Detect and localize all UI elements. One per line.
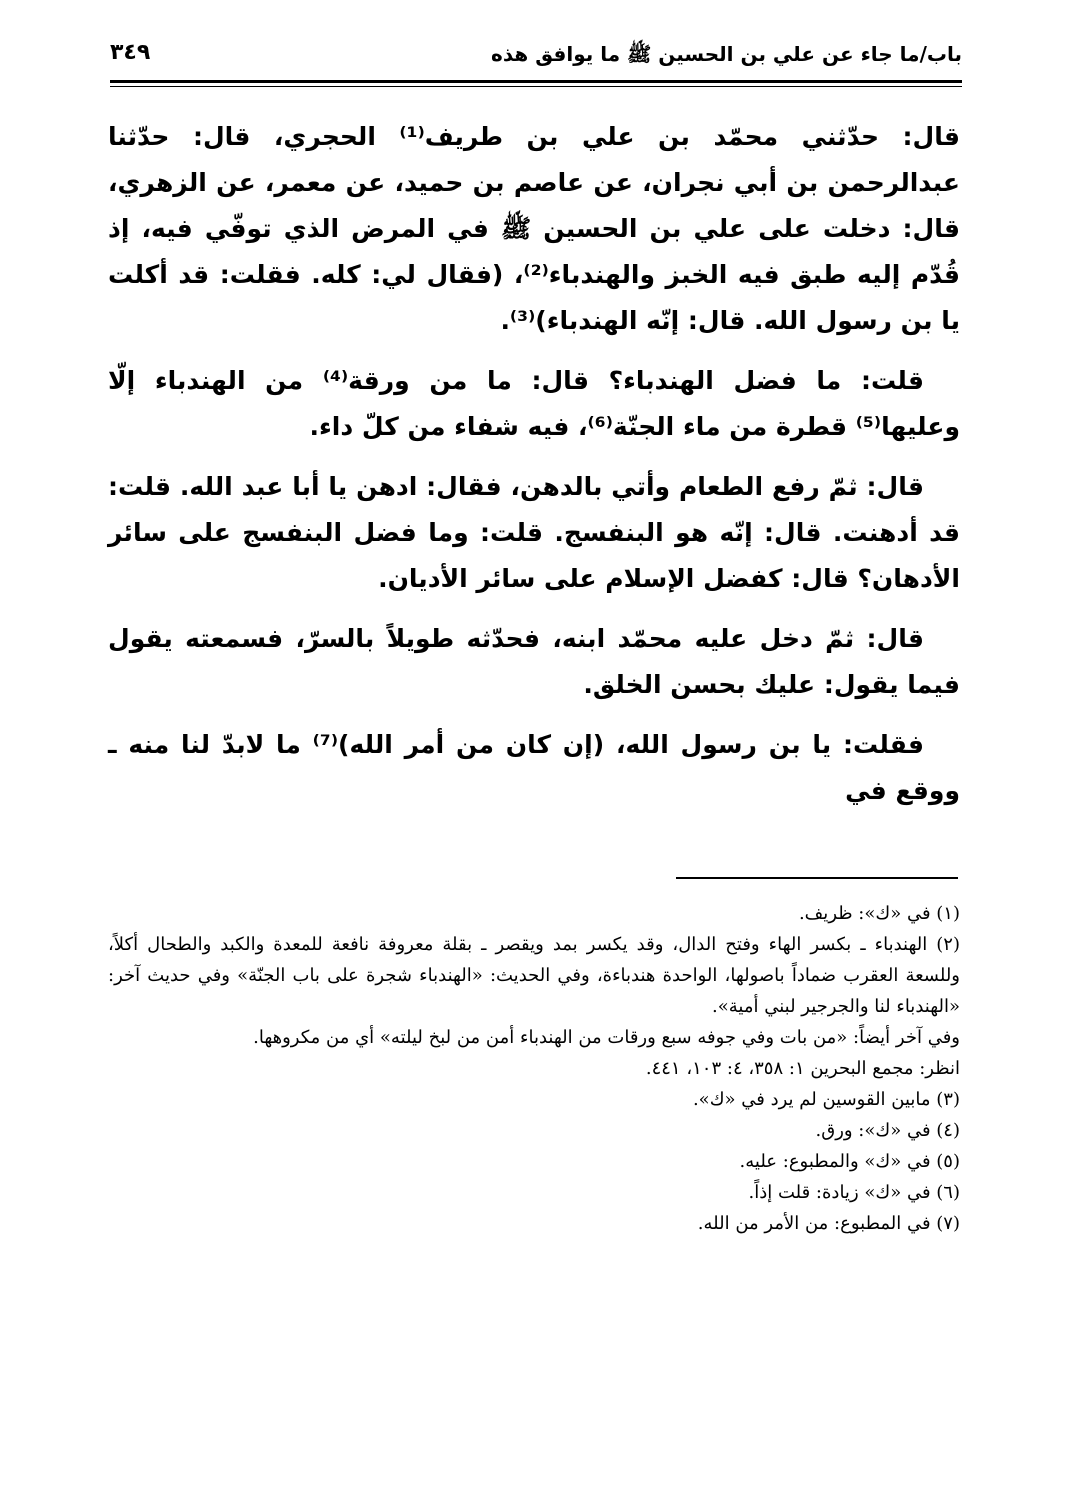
header-title: باب/ما جاء عن علي بن الحسين ﷺ ما يوافق هذه: [491, 42, 962, 66]
page-number: ٣٤٩: [110, 40, 151, 65]
paragraph-4: قال: ثمّ دخل عليه محمّد ابنه، فحدّثه طويلاً بالسرّ، فسمعته يقول فيما يقول: عليك بحسن الخلق.: [108, 624, 960, 699]
header-rule-thin: [110, 86, 962, 87]
paragraph-3: قال: ثمّ رفع الطعام وأتي بالدهن، فقال: ادهن يا أبا عبد الله. قلت: قد أدهنت. قال: إنّه هو البنفسج. قلت: وما فضل البنفسج على سائر الأدهان؟ قال: كفضل الإسلام على سائر الأديان.: [108, 472, 960, 593]
footnotes: [108, 898, 960, 1239]
footnote-separator: [676, 877, 958, 879]
footnote-2-continued: وفي آخر أيضاً: «من بات وفي جوفه سبع ورقات من الهندباء أمن من لبخ ليلته» أي من مكروهها.: [253, 1027, 960, 1048]
footnote-7: (٧) في المطبوع: من الأمر من الله.: [697, 1213, 960, 1234]
footnote-6: (٦) في «ك» زيادة: قلت إذاً.: [748, 1182, 960, 1203]
footnote-4: (٤) في «ك»: ورق.: [815, 1120, 960, 1141]
footnote-2-reference: انظر: مجمع البحرين ١: ٣٥٨، ٤: ١٠٣، ٤٤١.: [645, 1058, 960, 1079]
main-text: [108, 114, 960, 828]
footnote-5: (٥) في «ك» والمطبوع: عليه.: [739, 1151, 960, 1172]
running-header: [110, 40, 962, 76]
footnote-3: (٣) مابين القوسين لم يرد في «ك».: [692, 1089, 960, 1110]
footnote-1: (١) في «ك»: ظريف.: [798, 903, 960, 924]
paragraph-5: فقلت: يا بن رسول الله، (إن كان من أمر الله)⁽⁷⁾ ما لابدّ لنا منه ـ ووقع في: [108, 730, 960, 805]
footnote-2: (٢) الهندباء ـ بكسر الهاء وفتح الدال، وقد يكسر بمد ويقصر ـ بقلة معروفة نافعة للمعدة والكبد والطحال أكلاً، وللسعة العقرب ضماداً باصولها، الواحدة هندباءة، وفي الحديث: «الهندباء شجرة على باب الجنّة» وفي حديث آخر: «الهندباء لنا والجرجير لبني أمية».: [108, 934, 961, 1017]
paragraph-1: قال: حدّثني محمّد بن علي بن طريف⁽¹⁾ الحجري، قال: حدّثنا عبدالرحمن بن أبي نجران، عن عاصم بن حميد، عن معمر، عن الزهري، قال: دخلت على علي بن الحسين ﷺ في المرض الذي توفّي فيه، إذ قُدّم إليه طبق فيه الخبز والهندباء⁽²⁾، (فقال لي: كله. فقلت: قد أكلت يا بن رسول الله. قال: إنّه الهندباء)⁽³⁾.: [108, 122, 960, 335]
header-rule-thick: [110, 80, 962, 83]
paragraph-2: قلت: ما فضل الهندباء؟ قال: ما من ورقة⁽⁴⁾ من الهندباء إلّا وعليها⁽⁵⁾ قطرة من ماء الجنّة⁽⁶⁾، فيه شفاء من كلّ داء.: [108, 366, 960, 441]
